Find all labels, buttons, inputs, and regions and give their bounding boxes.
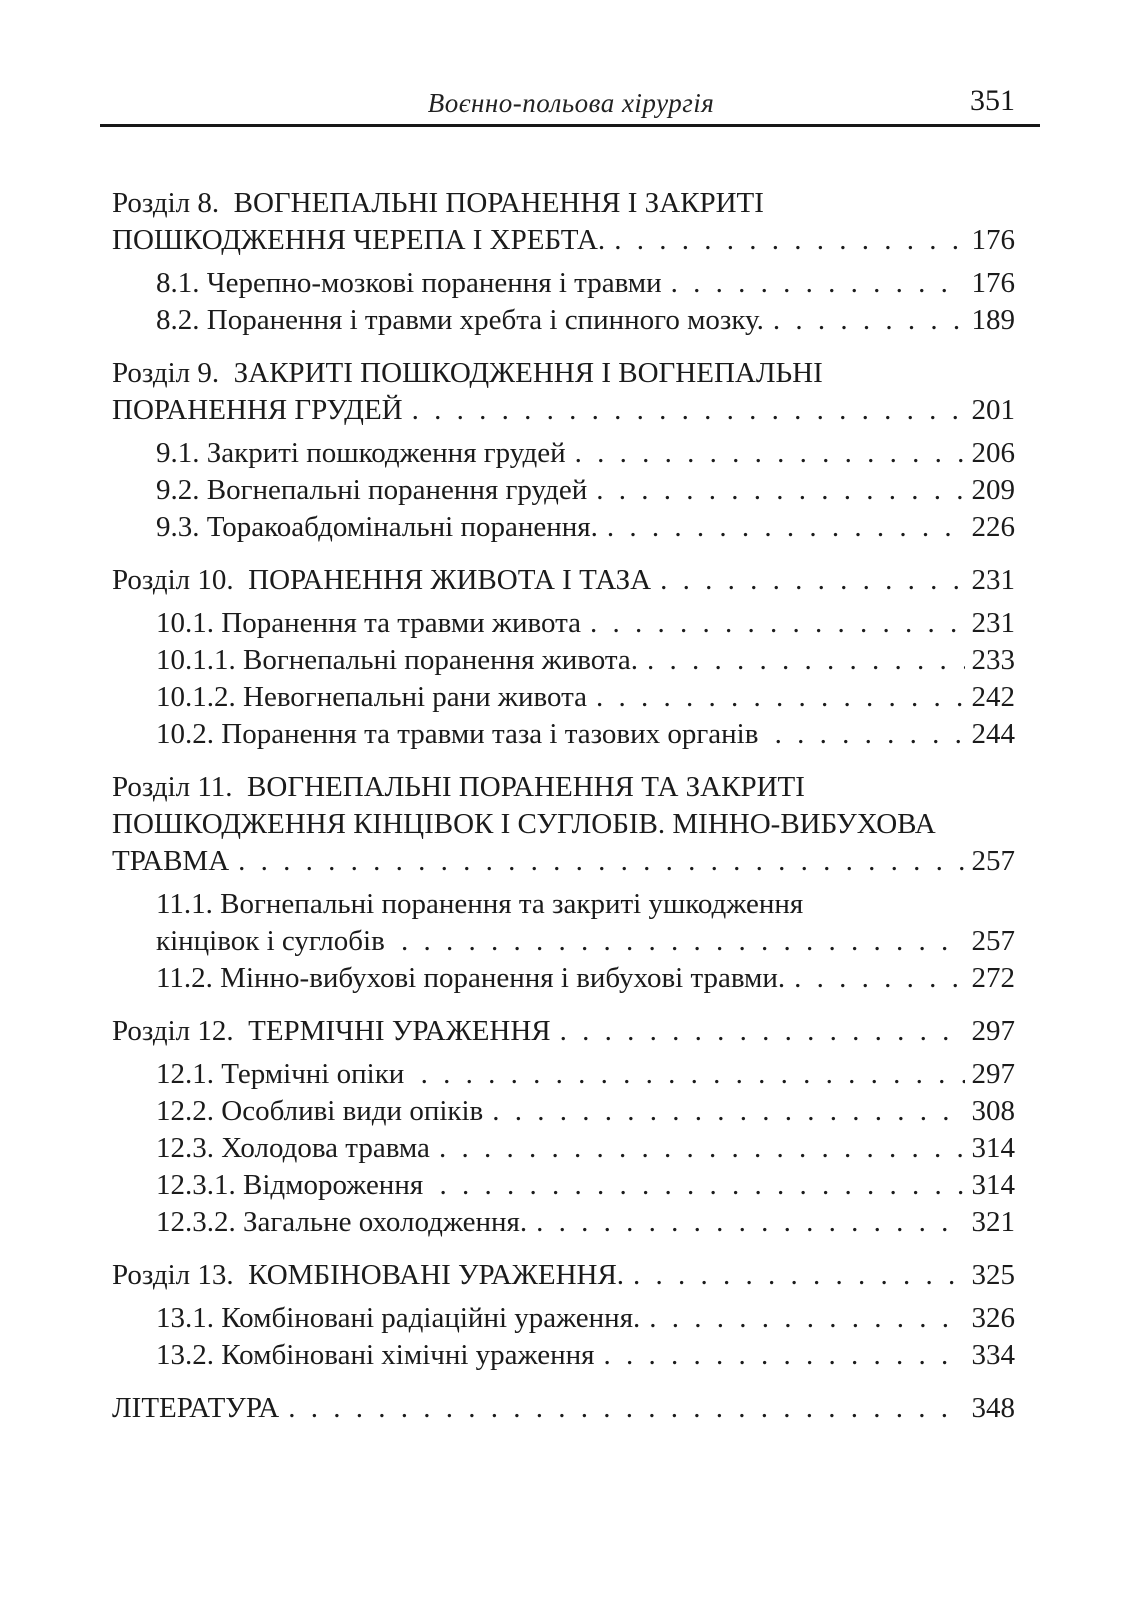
toc-entry-last-line: [156, 1204, 1015, 1241]
toc-dot-leader: [638, 642, 964, 679]
toc-entry-last-line: [156, 1056, 1015, 1093]
toc-page-number: 257: [971, 925, 1015, 957]
toc-entry-last-line: [112, 1390, 1015, 1427]
toc-dot-leader: [483, 1093, 964, 1130]
toc-dot-leader: [598, 509, 965, 546]
toc-dot-leader: [581, 605, 964, 642]
toc-entry-last-line: [156, 1093, 1015, 1130]
page-number: 351: [970, 84, 1015, 117]
toc-entry-last-line: [112, 1257, 1015, 1294]
toc-entry-sub: [112, 642, 1015, 679]
toc-page-number: 321: [971, 1206, 1015, 1238]
toc-entry-last-line: [112, 392, 1015, 429]
toc-entry-last-line: [156, 1300, 1015, 1337]
toc-dot-leader: [279, 1390, 964, 1427]
toc-dot-leader: [551, 1013, 965, 1050]
toc-entry-last-line: [156, 435, 1015, 472]
toc-page-number: 334: [971, 1339, 1015, 1371]
toc-entry-last-line: [112, 222, 1015, 259]
toc-entry-sub: [112, 605, 1015, 642]
header-rule: [100, 124, 1040, 127]
toc-entry-title: 10.1.1. Вогнепальні поранення живота.: [156, 644, 639, 676]
toc-page-number: 176: [971, 224, 1015, 256]
toc-entry-title: 10.2. Поранення та травми таза і тазових органів: [156, 718, 766, 750]
toc-entry-sub: [112, 1130, 1015, 1167]
toc-entry-last-line: [156, 716, 1015, 753]
toc-entry-last-line: [156, 642, 1015, 679]
toc-dot-leader: [640, 1300, 964, 1337]
toc-entry-text-line: ПОШКОДЖЕННЯ КІНЦІВОК І СУГЛОБІВ. МІННО-ВИБУХОВА: [112, 808, 936, 840]
toc-dot-leader: [594, 1337, 964, 1374]
toc-page-number: 189: [971, 304, 1015, 336]
toc-page-number: 206: [971, 437, 1015, 469]
toc-entry-sub: [112, 1056, 1015, 1093]
toc-entry-sub: [112, 1337, 1015, 1374]
toc-entry-title: 10.1.2. Невогнепальні рани живота: [156, 681, 587, 713]
toc-dot-leader: [430, 1130, 965, 1167]
toc-entry-last-line: [156, 265, 1015, 302]
toc-entry-title: ПОШКОДЖЕННЯ ЧЕРЕПА І ХРЕБТА.: [112, 224, 606, 256]
toc-page-number: 297: [971, 1058, 1015, 1090]
toc-dot-leader: [403, 392, 965, 429]
toc-entry-title: Розділ 12. ТЕРМІЧНІ УРАЖЕННЯ: [112, 1015, 551, 1047]
toc-entry-title: 9.3. Торакоабдомінальні поранення.: [156, 511, 598, 543]
toc-entry-sub: [112, 960, 1015, 997]
toc-page-number: 325: [971, 1259, 1015, 1291]
toc-entry-title: 12.2. Особливі види опіків: [156, 1095, 484, 1127]
toc-entry-title: 8.1. Черепно-мозкові поранення і травми: [156, 267, 662, 299]
toc-entry-sub: [112, 1093, 1015, 1130]
toc-entry-chapter: [112, 1013, 1015, 1050]
toc-entry-title: Розділ 13. КОМБІНОВАНІ УРАЖЕННЯ.: [112, 1259, 625, 1291]
toc-entry-title: 12.3. Холодова травма: [156, 1132, 430, 1164]
toc-page-number: 176: [971, 267, 1015, 299]
running-title: Воєнно-польова хірургія: [427, 88, 715, 118]
toc-entry-chapter: [112, 769, 1015, 880]
toc-page-number: 209: [971, 474, 1015, 506]
toc-entry-title: 11.2. Мінно-вибухові поранення і вибухові травми.: [156, 962, 786, 994]
toc-entry-title: 12.1. Термічні опіки: [156, 1058, 412, 1090]
toc-entry-sub: [112, 886, 1015, 960]
toc-page-number: 308: [971, 1095, 1015, 1127]
toc-page-number: 326: [971, 1302, 1015, 1334]
toc-entry-sub: [112, 472, 1015, 509]
table-of-contents: [112, 169, 1015, 1433]
toc-entry-title: ТРАВМА: [112, 845, 230, 877]
toc-page-number: 272: [971, 962, 1015, 994]
toc-page-number: 314: [971, 1132, 1015, 1164]
toc-entry-last-line: [112, 562, 1015, 599]
toc-entry-title: 8.2. Поранення і травми хребта і спинного мозку.: [156, 304, 764, 336]
toc-entry-sub: [112, 1204, 1015, 1241]
toc-dot-leader: [587, 472, 964, 509]
toc-entry-sub: [112, 1167, 1015, 1204]
toc-entry-last-line: [156, 1337, 1015, 1374]
toc-dot-leader: [229, 843, 964, 880]
toc-dot-leader: [412, 1056, 965, 1093]
toc-entry-last-line: [156, 472, 1015, 509]
toc-dot-leader: [662, 265, 965, 302]
toc-dot-leader: [430, 1167, 964, 1204]
toc-dot-leader: [764, 302, 965, 339]
toc-entry-sub: [112, 435, 1015, 472]
toc-entry-title: 13.1. Комбіновані радіаційні ураження.: [156, 1302, 641, 1334]
toc-entry-last-line: [156, 302, 1015, 339]
toc-entry-last-line: [156, 509, 1015, 546]
toc-dot-leader: [651, 562, 964, 599]
toc-entry-chapter: [112, 1257, 1015, 1294]
toc-page-number: 348: [971, 1392, 1015, 1424]
toc-entry-text-line: Розділ 9. ЗАКРИТІ ПОШКОДЖЕННЯ І ВОГНЕПАЛЬНІ: [112, 357, 823, 389]
toc-page-number: 231: [971, 564, 1015, 596]
toc-page-number: 226: [971, 511, 1015, 543]
toc-entry-title: 10.1. Поранення та травми живота: [156, 607, 582, 639]
toc-dot-leader: [766, 716, 965, 753]
toc-dot-leader: [566, 435, 965, 472]
toc-dot-leader: [587, 679, 965, 716]
toc-dot-leader: [624, 1257, 964, 1294]
toc-entry-title: 12.3.2. Загальне охолодження.: [156, 1206, 528, 1238]
toc-entry-last-line: [156, 1167, 1015, 1204]
toc-entry-chapter: [112, 562, 1015, 599]
toc-page-number: 297: [971, 1015, 1015, 1047]
toc-entry-text-line: Розділ 8. ВОГНЕПАЛЬНІ ПОРАНЕННЯ І ЗАКРИТІ: [112, 187, 764, 219]
toc-entry-title: ЛІТЕРАТУРА: [112, 1392, 280, 1424]
toc-entry-title: 12.3.1. Відмороження: [156, 1169, 431, 1201]
toc-entry-title: 9.2. Вогнепальні поранення грудей: [156, 474, 588, 506]
toc-page-number: 244: [971, 718, 1015, 750]
toc-page-number: 231: [971, 607, 1015, 639]
toc-entry-last-line: [156, 1130, 1015, 1167]
toc-entry-sub: [112, 716, 1015, 753]
toc-entry-title: кінцівок і суглобів: [156, 925, 393, 957]
toc-entry-sub: [112, 302, 1015, 339]
toc-entry-last-line: [156, 923, 1015, 960]
toc-page-number: 233: [971, 644, 1015, 676]
toc-entry-title: Розділ 10. ПОРАНЕННЯ ЖИВОТА І ТАЗА: [112, 564, 652, 596]
toc-entry-sub: [112, 509, 1015, 546]
toc-entry-chapter: [112, 185, 1015, 259]
toc-page-number: 257: [971, 845, 1015, 877]
toc-dot-leader: [527, 1204, 964, 1241]
toc-entry-sub: [112, 265, 1015, 302]
toc-entry-last-line: [156, 605, 1015, 642]
toc-entry-title: ПОРАНЕННЯ ГРУДЕЙ: [112, 394, 403, 426]
toc-entry-title: 9.1. Закриті пошкодження грудей: [156, 437, 566, 469]
toc-entry-last-line: [156, 960, 1015, 997]
toc-page-number: 242: [971, 681, 1015, 713]
toc-dot-leader: [392, 923, 964, 960]
toc-dot-leader: [605, 222, 964, 259]
toc-entry-sub: [112, 1300, 1015, 1337]
toc-page-number: 201: [971, 394, 1015, 426]
toc-entry-last-line: [112, 843, 1015, 880]
toc-entry-last-line: [156, 679, 1015, 716]
toc-page-number: 314: [971, 1169, 1015, 1201]
toc-entry-last-line: [112, 1013, 1015, 1050]
toc-entry-text-line: 11.1. Вогнепальні поранення та закриті ушкодження: [156, 888, 804, 920]
toc-entry-sub: [112, 679, 1015, 716]
toc-entry-text-line: Розділ 11. ВОГНЕПАЛЬНІ ПОРАНЕННЯ ТА ЗАКРИТІ: [112, 771, 805, 803]
toc-entry-title: 13.2. Комбіновані хімічні ураження: [156, 1339, 595, 1371]
toc-entry-chapter: [112, 1390, 1015, 1427]
toc-entry-chapter: [112, 355, 1015, 429]
toc-dot-leader: [785, 960, 964, 997]
